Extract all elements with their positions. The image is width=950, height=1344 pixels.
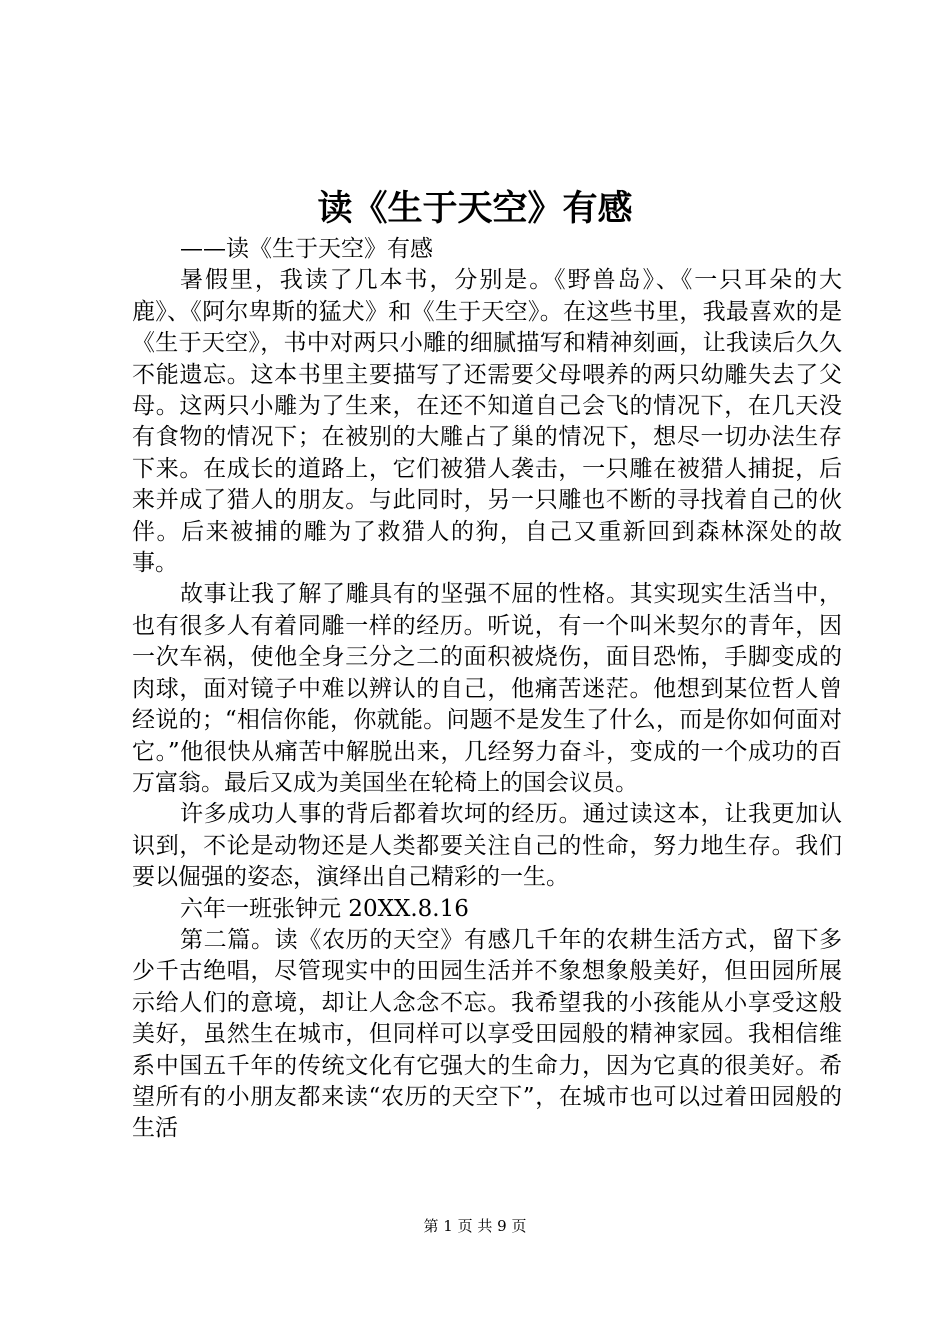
paragraph-1: 暑假里，我读了几本书，分别是。《野兽岛》、《一只耳朵的大鹿》、《阿尔卑斯的猛犬》和《生于天空》。在这些书里，我最喜欢的是《生于天空》，书中对两只小雕的细腻描写和精神刻画，让我读后久久不能遗忘。这本书里主要描写了还需要父母喂养的两只幼雕失去了父母。这两只小雕为了生来，在还不知道自己会飞的情况下，在几天没有食物的情况下；在被别的大雕占了巢的情况下，想尽一切办法生存下来。在成长的道路上，它们被猎人袭击，一只雕在被猎人捕捉，后来并成了猎人的朋友。与此同时，另一只雕也不断的寻找着自己的伙伴。后来被捕的雕为了救猎人的狗，自己又重新回到森林深处的故事。 <box>132 267 842 577</box>
document-body <box>132 234 842 1145</box>
page-number-footer: 第 1 页 共 9 页 <box>423 1217 527 1235</box>
document-title: 读《生于天空》有感 <box>317 188 633 229</box>
paragraph-2: 故事让我了解了雕具有的坚强不屈的性格。其实现实生活当中，也有很多人有着同雕一样的经历。听说，有一个叫米契尔的青年，因一次车祸，使他全身三分之二的面积被烧伤，面目恐怖，手脚变成的肉球，面对镜子中难以辨认的自己，他痛苦迷茫。他想到某位哲人曾经说的；“相信你能，你就能。问题不是发生了什么，而是你如何面对它。”他很快从痛苦中解脱出来，几经努力奋斗，变成的一个成功的百万富翁。最后又成为美国坐在轮椅上的国会议员。 <box>132 581 842 796</box>
subtitle-line: ——读《生于天空》有感 <box>180 236 433 262</box>
paragraph-4: 第二篇。读《农历的天空》有感几千年的农耕生活方式，留下多少千古绝唱，尽管现实中的田园生活并不象想象般美好，但田园所展示给人们的意境，却让人念念不忘。我希望我的小孩能从小享受这般美好，虽然生在城市，但同样可以享受田园般的精神家园。我相信维系中国五千年的传统文化有它强大的生命力，因为它真的很美好。希望所有的小朋友都来读“农历的天空下”，在城市也可以过着田园般的生活 <box>132 926 842 1142</box>
paragraph-3: 许多成功人事的背后都着坎坷的经历。通过读这本，让我更加认识到，不论是动物还是人类都要关注自己的性命，努力地生存。我们要以倔强的姿态，演绎出自己精彩的一生。 <box>132 801 842 891</box>
author-date-line: 六年一班张钟元 20XX.8.16 <box>180 895 469 922</box>
